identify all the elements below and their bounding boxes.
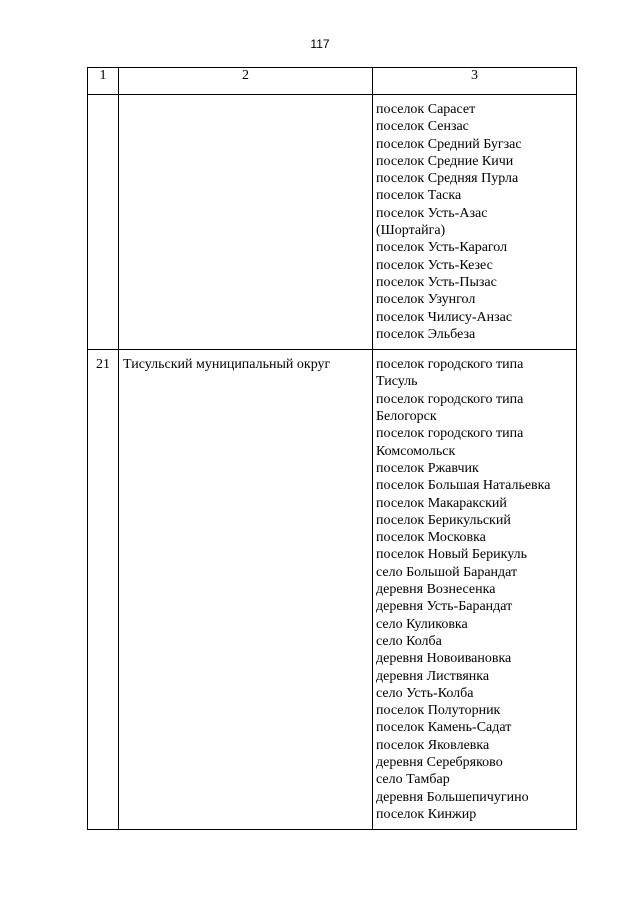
settlement-item: поселок Средний Бугзас [376,136,522,152]
settlement-item: поселок Кинжир [376,806,477,822]
settlement-item: поселок Усть-Пызас [376,274,497,290]
settlement-list [373,95,577,350]
table-row [88,350,577,830]
settlement-item: поселок Узунгол [376,292,476,308]
settlement-item: поселок Камень-Садат [376,720,512,736]
settlement-list [373,350,577,830]
settlement-item: поселок Новый Берикуль [376,547,527,563]
municipality-name: Тисульский муниципальный округ [119,350,373,830]
settlement-item: село Большой Барандат [376,564,518,580]
settlement-item: поселок Сарасет [376,102,476,117]
municipality-name [119,95,373,350]
settlement-item: село Тамбар [376,772,450,788]
settlement-item: поселок Ржавчик [376,460,479,476]
settlement-item: село Колба [376,633,442,649]
settlement-item: поселок Большая Натальевка [376,478,551,494]
settlement-item: (Шортайга) [376,223,446,239]
column-header-2: 2 [119,68,373,95]
settlement-item: село Усть-Колба [376,685,474,701]
settlement-item: поселок городского типа [376,426,524,442]
settlement-item: деревня Усть-Барандат [376,599,513,615]
page-number: 117 [310,37,330,51]
table-row [88,95,577,350]
table-header-row [88,68,577,95]
settlement-item: деревня Вознесенка [376,582,496,598]
settlement-item: поселок городского типа [376,391,524,407]
settlement-item: поселок Чилису-Анзас [376,309,513,325]
row-number: 21 [88,350,119,830]
settlement-item: Тисуль [376,374,418,390]
settlement-item: деревня Большепичугино [376,789,529,805]
settlement-item: поселок Средняя Пурла [376,171,519,187]
settlement-item: село Куликовка [376,616,468,632]
settlement-item: поселок Средние Кичи [376,153,514,169]
settlement-item: поселок Сензас [376,119,469,135]
settlement-item: Комсомольск [376,443,456,459]
row-number [88,95,119,350]
settlement-item: поселок Усть-Карагол [376,240,508,256]
settlement-item: поселок Яковлевка [376,737,490,753]
settlement-item: поселок Усть-Кезес [376,257,493,273]
settlements-table [87,67,577,830]
settlement-item: поселок Таска [376,188,462,204]
column-header-1: 1 [88,68,119,95]
settlement-item: деревня Серебряково [376,754,503,770]
settlement-item: поселок Макаракский [376,495,507,511]
settlement-item: поселок городского типа [376,357,524,373]
settlement-item: поселок Полуторник [376,703,501,719]
settlement-item: поселок Усть-Азас [376,205,488,221]
settlement-item: деревня Листвянка [376,668,490,684]
settlement-item: деревня Новоивановка [376,651,512,667]
settlement-item: поселок Эльбеза [376,326,476,342]
settlement-item: поселок Московка [376,530,486,546]
settlement-item: Белогорск [376,409,437,425]
settlement-item: поселок Берикульский [376,512,511,528]
column-header-3: 3 [373,68,577,95]
